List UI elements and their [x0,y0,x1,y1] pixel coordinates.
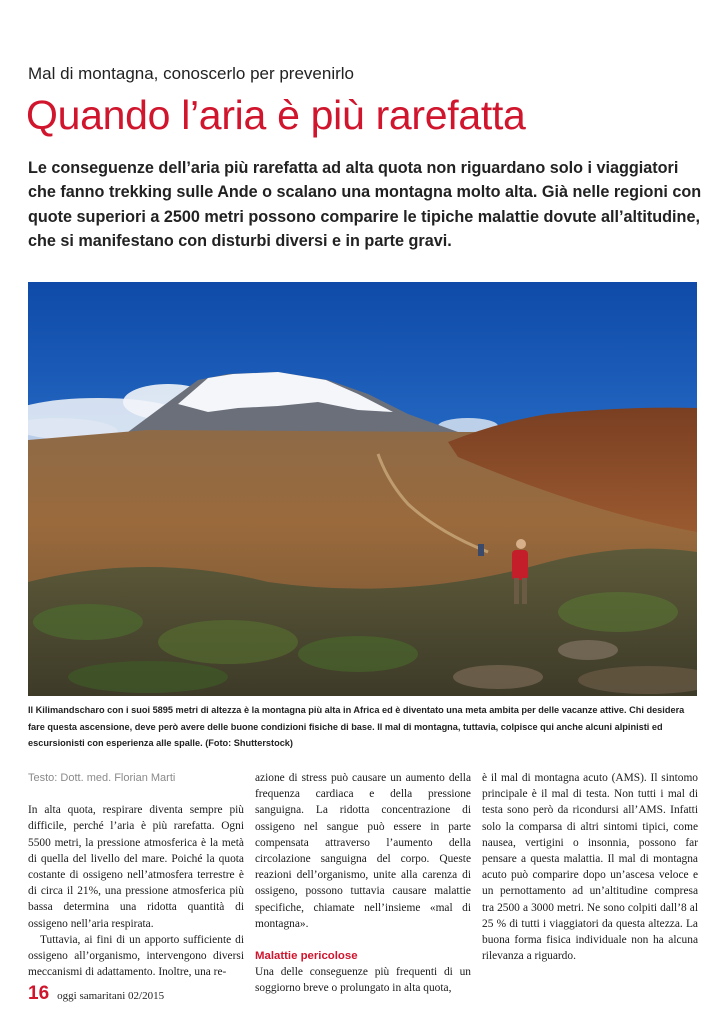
article-lead: Le conseguenze dell’aria più rarefatta ad alta quota non riguardano solo i viaggiatori che fanno trekking sulle Ande o scalano una montagna molto alta. Già nelle regioni con quote superiori a 2500 metri possono comparire le tipiche malattie dovute all’altitudine, che si manifestano con disturbi diversi e in parte gravi. [28,159,702,250]
article-kicker: Mal di montagna, conoscerlo per prevenirlo [28,64,355,83]
article-title: Quando l’aria è più rarefatta [26,92,526,138]
publication-info: oggi samaritani 02/2015 [57,990,165,1002]
article-column-1 [28,770,244,980]
page-number: 16 [28,983,50,1004]
page-footer [28,983,164,1005]
article-column-2 [255,770,471,997]
paragraph-2-continued: azione di stress può causare un aumento della frequenza cardiaca e della pressione sanguigna. La ridotta concentrazione di ossigeno nel sangue può essere in parte compensata attraverso l’aumento della circolazione sanguigna del corpo. Queste reazioni dell’organismo, unite alla carenza di ossigeno, possono tuttavia causare malattie specifiche, chiamate nell’insieme «mal di montagna». [255,772,471,930]
article-column-3 [482,770,698,964]
byline: Testo: Dott. med. Florian Marti [28,772,176,784]
paragraph-3-continued: è il mal di montagna acuto (AMS). Il sintomo principale è il mal di testa. Non tutti i mal di testa sono però da ricondursi all’AMS. Infatti solo la comparsa di altri sintomi tipici, come nausea, vertigini o insonnia, possono far pensare a questa malattia. Il mal di montagna acuto può comparire dopo un’ascesa veloce e un pernottamento ad un’altitudine compresa tra 2500 a 3000 metri. Ne sono colpiti dall’8 al 25 % di tutti i viaggiatori da questa altezza. La buona forma fisica individuale non ha alcuna rilevanza a riguardo. [482,772,698,963]
paragraph-3-start: Una delle conseguenze più frequenti di un soggiorno breve o prolungato in alta quota, [255,966,471,995]
mountain-landscape-photo [28,282,697,696]
paragraph-1: In alta quota, respirare diventa sempre più difficile, perché l’aria è più rarefatta. Ogni 5500 metri, la pressione atmosferica è la metà di quella del livello del mare. Poiché la quota costante di ossigeno nell’atmosfera terrestre è di circa il 21%, una pressione atmosferica più bassa determina una ridotta quantità di ossigeno nell’aria respirata. [28,804,244,930]
paragraph-2-start: Tuttavia, ai fini di un apporto sufficiente di ossigeno all’organismo, intervengono diversi meccanismi di adattamento. Inoltre, una re- [28,933,244,979]
section-subheading: Malattie pericolose [255,950,358,963]
photo-caption: Il Kilimandscharo con i suoi 5895 metri di altezza è la montagna più alta in Africa ed è diventato una meta ambita per delle vacanze attive. Chi desidera fare questa ascensione, deve però avere delle buone condizioni fisiche di base. Il mal di montagna, tuttavia, colpisce qui anche alcuni alpinisti ed escursionisti con esperienza alle spalle. (Foto: Shutterstock) [28,705,685,748]
